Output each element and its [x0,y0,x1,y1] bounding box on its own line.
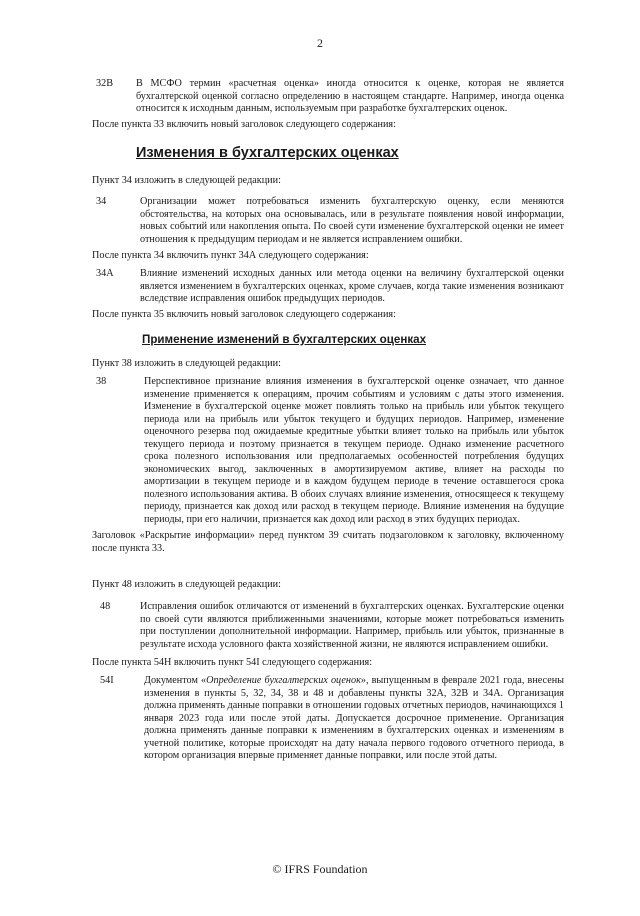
instruction-text: После пункта 33 включить новый заголовок следующего содержания: [92,119,396,130]
instruction-text: Пункт 34 изложить в следующей редакции: [92,175,281,186]
paragraph-text: Исправления ошибок отличаются от изменений в бухгалтерских оценках. Бухгалтерские оценки по своей сути являются приближенными значениями, которые может потребоваться изменить при поступлении дополнительной информации. Например, прибыль или убыток, признанные в результате исхода условного факта хозяйственной жизни, не являются исправлением ошибки. [140,601,564,650]
paragraph-text-rest: », выпущенным в феврале 2021 года, внесены изменения в пункты 5, 32, 34, 38 и 48 и добавлены пункты 32А, 32В и 34А. Организация должна применять данные поправки в отношении годовых отчетных периодов, начинающихся 1 января 2023 года или после этой даты. Допускается досрочное применение. Организация должна применять данные поправки к изменениям в бухгалтерских оценках и изменениям в учетной политике, которые происходят на дату начала первого годового отчетного периода, в котором организация впервые применяет данные поправки, или после этой даты. [144,675,565,761]
paragraph-number: 34А [96,268,114,279]
footer-copyright: © IFRS Foundation [272,862,368,876]
instruction-text: Заголовок «Раскрытие информации» перед пунктом 39 считать подзаголовком к заголовку, включенному после пункта 33. [92,530,564,554]
section-heading: Применение изменений в бухгалтерских оценках [142,333,427,346]
paragraph-text: Перспективное признание влияния изменения в бухгалтерской оценке означает, что данное изменение применяется к операциям, прочим событиям и условиям с даты этого изменения. Изменение в бухгалтерской оценке может повлиять только на прибыль или убыток текущего периода или на прибыль или убыток текущего и будущих периодов. Например, изменение оценочного резерва под ожидаемые кредитные убытки влияет только на прибыль или убыток текущего периода и поэтому признается в текущем периоде. Однако изменение расчетного срока полезного использования или предполагаемых особенностей потребления будущих экономических выгод, заключенных в амортизируемом активе, влияет на расходы по амортизации в текущем периоде и в каждом будущем периоде в течение оставшегося срока полезного использования актива. В обоих случаях влияние изменения, относящееся к текущему периоду, признается как доход или расход в текущем периоде. Влияние изменения на будущие периоды, при его наличии, признается как доход или расход в этих будущих периодах. [144,376,564,525]
paragraph-number: 38 [96,376,107,387]
paragraph-text: В МСФО термин «расчетная оценка» иногда относится к оценке, которая не является бухгалтерской оценкой согласно определению в настоящем стандарте. Например, иногда оценка относится к исходным данным, используемым при разработке бухгалтерских оценок. [136,78,564,114]
paragraph-text [144,675,564,763]
paragraph-number: 48 [100,601,111,612]
paragraph-text: Влияние изменений исходных данных или метода оценки на величину бухгалтерской оценки является изменением в бухгалтерских оценках, кроме случаев, когда такие изменения возникают вследствие исправления ошибок предыдущих периодов. [140,268,564,304]
instruction-text: После пункта 34 включить пункт 34А следующего содержания: [92,250,369,261]
paragraph-number: 34 [96,196,107,207]
instruction-text: Пункт 48 изложить в следующей редакции: [92,579,281,590]
section-heading: Изменения в бухгалтерских оценках [136,145,399,161]
instruction-text: После пункта 54Н включить пункт 54I следующего содержания: [92,657,373,668]
instruction-text: Пункт 38 изложить в следующей редакции: [92,358,281,369]
paragraph-text-start: Документом « [144,675,207,686]
paragraph-number: 32B [96,78,113,89]
page-number: 2 [317,36,323,50]
paragraph-text: Организации может потребоваться изменить бухгалтерскую оценку, если меняются обстоятельства, на которых она основывалась, или в результате появления новой информации, новых событий или накопления опыта. По своей сути изменение бухгалтерской оценки не имеет отношения к предыдущим периодам и не является исправлением ошибки. [140,196,564,245]
document-title: Определение бухгалтерских оценок [206,675,361,686]
instruction-text: После пункта 35 включить новый заголовок следующего содержания: [92,309,396,320]
paragraph-number: 54I [100,675,114,686]
